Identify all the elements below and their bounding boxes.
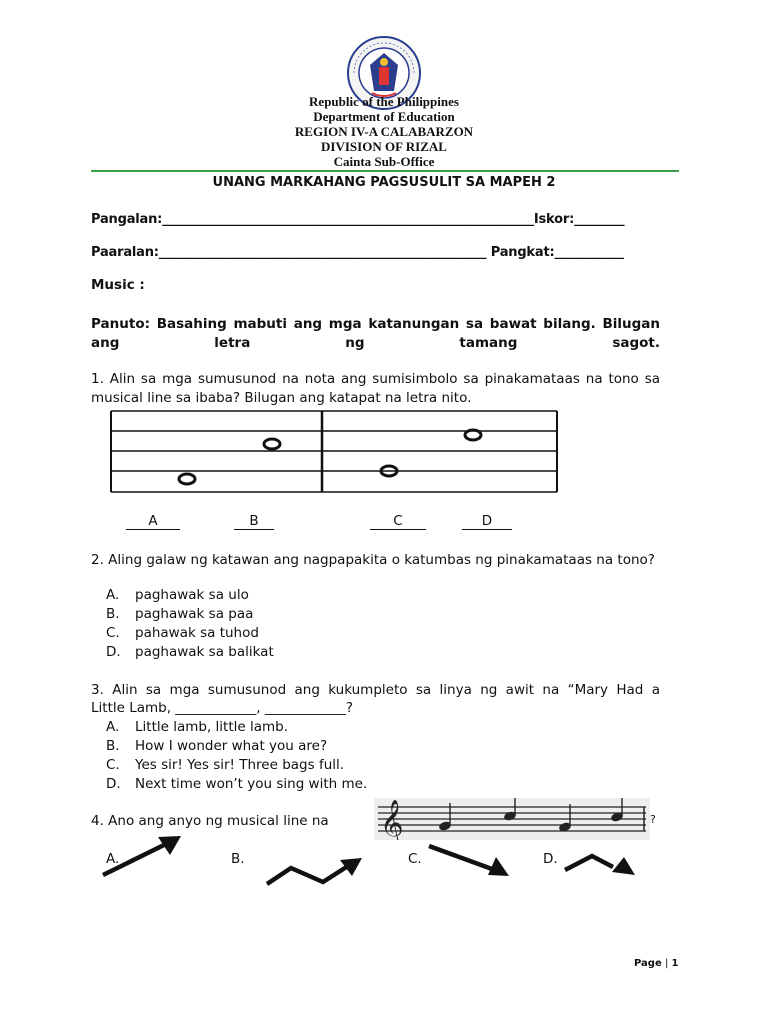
- zigzag-up-arrow-icon: [264, 854, 364, 892]
- label-b[interactable]: B: [234, 513, 274, 530]
- question-3-line2: Little Lamb, ____________, ____________?: [91, 700, 354, 716]
- instructions: Panuto: Basahing mabuti ang mga katanungan sa bawat bilang. Bilugan ang letra ng tamang sagot.: [91, 316, 660, 351]
- arrow-down-icon: [426, 842, 512, 884]
- section-music: Music :: [91, 277, 145, 293]
- name-score-line: Pangalan:___________________________________________________________Iskor:________: [91, 212, 625, 227]
- note-a: [177, 471, 197, 490]
- label-a[interactable]: A: [126, 513, 180, 530]
- q3-choice-a[interactable]: A. Little lamb, little lamb.: [106, 719, 289, 735]
- page-footer: [634, 958, 678, 969]
- q4-choice-d[interactable]: D.: [543, 851, 558, 867]
- q3-choice-b[interactable]: B. How I wonder what you are?: [106, 738, 328, 754]
- arrow-up-icon: [100, 833, 184, 883]
- q4-choice-a[interactable]: A.: [106, 851, 120, 867]
- page-label: Page: [634, 958, 662, 969]
- q4-choice-b[interactable]: B.: [231, 851, 245, 867]
- header-republic: Republic of the Philippines: [309, 94, 459, 109]
- q3-choice-c[interactable]: C. Yes sir! Yes sir! Three bags full.: [106, 757, 345, 773]
- question-3-line1: 3. Alin sa mga sumusunod ang kukumpleto sa linya ng awit na “Mary Had a: [91, 682, 660, 698]
- exam-title: UNANG MARKAHANG PAGSUSULIT SA MAPEH 2: [212, 175, 556, 190]
- question-2: 2. Aling galaw ng katawan ang nagpapakita o katumbas ng pinakamataas na tono?: [91, 552, 655, 568]
- q2-choice-a[interactable]: A. paghawak sa ulo: [106, 587, 249, 603]
- page-number: 1: [671, 958, 679, 969]
- q2-choice-c[interactable]: C. pahawak sa tuhod: [106, 625, 259, 641]
- question-4-end: ?: [650, 813, 656, 826]
- page-separator: |: [664, 958, 669, 969]
- q3-choice-d[interactable]: D. Next time won’t you sing with me.: [106, 776, 368, 792]
- label-c[interactable]: C: [370, 513, 426, 530]
- note-d: [463, 427, 483, 446]
- school-section-line: Paaralan:____________________________________________________ Pangkat:___________: [91, 245, 624, 260]
- header-division: DIVISION OF RIZAL: [321, 139, 447, 154]
- question-4: 4. Ano ang anyo ng musical line na: [91, 813, 329, 829]
- label-d[interactable]: D: [462, 513, 512, 530]
- svg-text:𝄞: 𝄞: [380, 800, 404, 840]
- peak-down-arrow-icon: [562, 851, 638, 881]
- note-c: [379, 463, 399, 482]
- header-rule: [91, 170, 679, 172]
- note-b: [262, 436, 282, 455]
- question-1: 1. Alin sa mga sumusunod na nota ang sumisimbolo sa pinakamataas na tono sa musical line sa ibaba? Bilugan ang katapat na letra nito.: [91, 371, 660, 406]
- musical-line-image: [374, 798, 650, 840]
- q4-choice-c[interactable]: C.: [408, 851, 422, 867]
- q1-staff: [108, 408, 560, 496]
- header-department: Department of Education: [313, 109, 455, 124]
- header-region: REGION IV-A CALABARZON: [294, 124, 474, 139]
- q2-choice-b[interactable]: B. paghawak sa paa: [106, 606, 254, 622]
- header-office: Cainta Sub-Office: [333, 154, 435, 169]
- q2-choice-d[interactable]: D. paghawak sa balikat: [106, 644, 274, 660]
